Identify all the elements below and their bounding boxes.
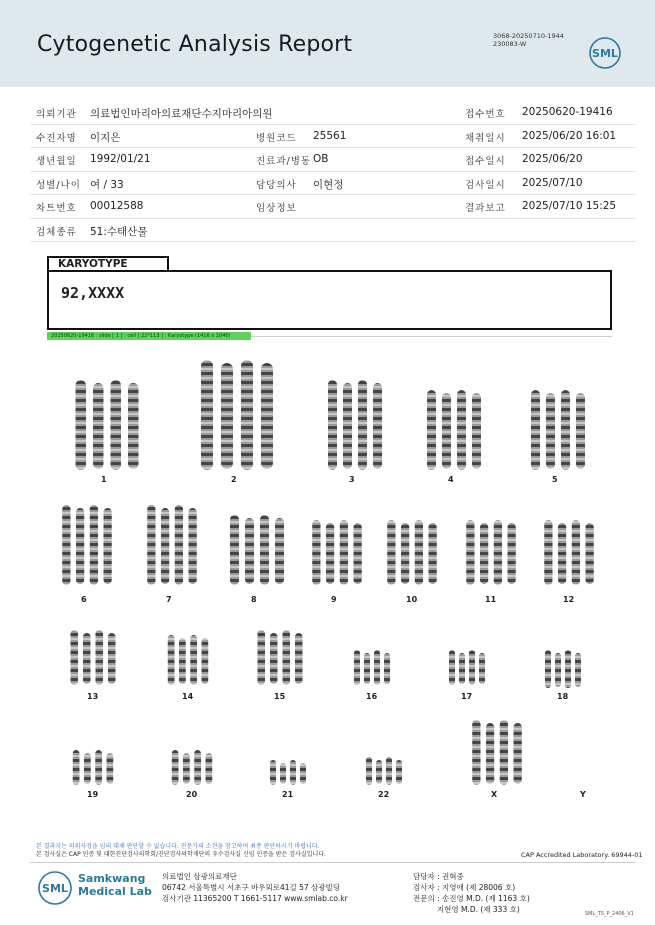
value-receipt-no: 20250620-19416 <box>522 106 613 118</box>
chromosome-11 <box>480 523 488 584</box>
chromosome-7 <box>189 508 197 584</box>
chromosome-6 <box>62 505 70 585</box>
chromosome-22 <box>366 757 372 785</box>
chromosome-3 <box>343 383 352 469</box>
karyotype-tab: KARYOTYPE <box>47 256 169 271</box>
chromosome-1 <box>76 380 87 470</box>
address-line2: 06742 서울특별시 서초구 바우뫼로41길 57 삼광빌딩 <box>162 883 341 892</box>
info-row <box>30 125 636 149</box>
cell-info-bar: 20250620-19416 : slide [ 1 ] : cell [ 22*113 ] : Karyotype (1416 x 1040) <box>47 332 251 340</box>
value-specimen: 51:수태산물 <box>90 225 148 238</box>
chromosome-1 <box>111 380 122 470</box>
value-patient-name: 이지은 <box>90 131 121 144</box>
karyotype-box <box>47 270 612 330</box>
chromosome-8 <box>245 518 254 584</box>
chromosome-9 <box>326 523 334 584</box>
address-line1: 의료법인 삼광의료재단 <box>162 872 237 881</box>
label-department: 진료과/병동 <box>256 156 312 167</box>
value-hospital-code: 25561 <box>313 129 347 142</box>
chromosome-9 <box>354 523 362 584</box>
chromosome-16 <box>354 650 360 685</box>
chromosome-11 <box>466 520 474 585</box>
footer-notes <box>36 843 326 859</box>
chromosome-7 <box>161 508 169 584</box>
info-row <box>30 148 636 172</box>
chromosome-12 <box>558 523 566 584</box>
patient-info-table <box>30 101 636 242</box>
chromosome-label-18: 18 <box>557 692 569 701</box>
form-code: SML_TS_P_2406_V1 <box>585 911 634 917</box>
value-physician: 이현정 <box>313 178 344 191</box>
chromosome-8 <box>275 518 284 584</box>
chromosome-5 <box>546 393 555 469</box>
chromosome-X <box>500 720 508 785</box>
karyogram <box>40 345 620 805</box>
label-sex-age: 성별/나이 <box>36 179 81 191</box>
staff-list <box>413 871 530 915</box>
chromosome-8 <box>260 515 269 585</box>
report-code <box>493 32 564 48</box>
chromosome-16 <box>364 653 370 684</box>
chromosome-4 <box>457 390 466 470</box>
chromosome-21 <box>280 763 286 784</box>
samkwang-logo-icon <box>36 869 74 907</box>
chromosome-21 <box>270 760 276 785</box>
report-code-line2: 230083-W <box>493 40 527 48</box>
chromosome-13 <box>96 630 104 685</box>
chromosome-4 <box>442 393 451 469</box>
chromosome-4 <box>472 393 481 469</box>
label-hospital-code: 병원코드 <box>256 132 297 144</box>
chromosome-10 <box>429 523 437 584</box>
report-header <box>0 0 655 87</box>
chromosome-10 <box>387 520 395 585</box>
value-report-date: 2025/07/10 15:25 <box>522 200 617 212</box>
label-collection-date: 채취일시 <box>465 132 506 144</box>
chromosome-label-3: 3 <box>349 475 355 484</box>
chromosome-6 <box>104 508 112 584</box>
note-line2: 본 검사실은 CAP 인증 및 대한진단검사의학회/진단검사의학재단의 우수검사실 신임 인증을 받은 검사실입니다. <box>36 851 326 858</box>
chromosome-14 <box>168 635 175 685</box>
chromosome-7 <box>175 505 183 585</box>
value-sex-age: 여 / 33 <box>90 178 124 191</box>
chromosome-22 <box>396 760 402 784</box>
chromosome-4 <box>427 390 436 470</box>
chromosome-16 <box>384 653 390 684</box>
chromosome-label-16: 16 <box>366 692 378 701</box>
chromosome-19 <box>73 750 80 785</box>
chromosome-label-11: 11 <box>485 595 497 604</box>
label-receipt-no: 접수번호 <box>465 109 506 120</box>
chromosome-9 <box>340 520 348 585</box>
label-requester: 의뢰기관 <box>36 109 77 120</box>
chromosome-17 <box>449 650 455 685</box>
chromosome-13 <box>83 633 91 684</box>
chromosome-8 <box>230 515 239 585</box>
karyogram-image <box>40 345 620 805</box>
value-collection-date: 2025/06/20 16:01 <box>522 129 617 142</box>
chromosome-3 <box>373 383 382 469</box>
chromosome-6 <box>90 505 98 585</box>
chromosome-label-20: 20 <box>186 790 198 799</box>
chromosome-label-4: 4 <box>448 475 454 484</box>
chromosome-6 <box>76 508 84 584</box>
chromosome-X <box>472 720 480 785</box>
chromosome-19 <box>84 753 91 784</box>
value-test-date: 2025/07/10 <box>522 176 583 189</box>
chromosome-11 <box>494 520 502 585</box>
report-code-line1: 3068-20250710-1944 <box>493 32 564 40</box>
label-birth-date: 생년월일 <box>36 156 77 167</box>
note-line1: 본 결과지는 의뢰자정을 임의 대체 판단할 수 없습니다. 전문가의 소견을 참고하여 최종 판단하시기 바랍니다. <box>36 843 320 850</box>
chromosome-19 <box>107 753 114 784</box>
chromosome-label-12: 12 <box>563 595 575 604</box>
chromosome-5 <box>576 393 585 469</box>
chromosome-5 <box>531 390 540 470</box>
logo-text: SML <box>592 47 618 60</box>
chromosome-14 <box>202 638 209 684</box>
value-chart-no: 00012588 <box>90 200 144 212</box>
chromosome-17 <box>469 650 475 685</box>
chromosome-18 <box>555 653 561 687</box>
chromosome-15 <box>295 633 303 684</box>
chromosome-15 <box>270 633 278 684</box>
chromosome-2 <box>201 360 213 470</box>
logo-line1: Samkwang <box>78 872 146 885</box>
chromosome-label-21: 21 <box>282 790 294 799</box>
chromosome-label-8: 8 <box>251 595 257 604</box>
label-specimen: 검체종류 <box>36 226 77 238</box>
chromosome-3 <box>358 380 367 470</box>
label-chart-no: 차트번호 <box>36 203 77 214</box>
staff-line4: 지현영 M.D. (제 333 호) <box>413 905 520 914</box>
chromosome-12 <box>544 520 552 585</box>
label-report-date: 결과보고 <box>465 203 506 214</box>
chromosome-1 <box>93 383 104 469</box>
value-receipt-date: 2025/06/20 <box>522 153 583 165</box>
info-row <box>30 219 636 243</box>
chromosome-label-7: 7 <box>166 595 172 604</box>
chromosome-X <box>486 723 494 784</box>
divider-line <box>251 336 612 337</box>
chromosome-label-19: 19 <box>87 790 99 799</box>
chromosome-X <box>514 723 522 784</box>
chromosome-12 <box>572 520 580 585</box>
chromosome-22 <box>376 760 382 784</box>
chromosome-19 <box>95 750 102 785</box>
chromosome-10 <box>401 523 409 584</box>
chromosome-21 <box>300 763 306 784</box>
chromosome-15 <box>258 630 266 685</box>
value-requester: 의료법인마리아의료재단수지마리아의원 <box>90 108 273 120</box>
label-test-date: 검사일시 <box>465 179 506 191</box>
label-clinical-info: 임상정보 <box>256 203 297 214</box>
chromosome-14 <box>179 638 186 684</box>
chromosome-12 <box>586 523 594 584</box>
samkwang-logo <box>36 869 166 909</box>
chromosome-label-6: 6 <box>81 595 87 604</box>
staff-line3: 전문의 : 송진영 M.D. (제 1163 호) <box>413 894 530 903</box>
chromosome-17 <box>479 653 485 684</box>
chromosome-label-9: 9 <box>331 595 337 604</box>
chromosome-22 <box>386 757 392 785</box>
chromosome-15 <box>283 630 291 685</box>
chromosome-label-22: 22 <box>378 790 390 799</box>
chromosome-10 <box>415 520 423 585</box>
value-birth-date: 1992/01/21 <box>90 153 151 165</box>
chromosome-label-2: 2 <box>231 475 237 484</box>
chromosome-14 <box>190 635 197 685</box>
chromosome-2 <box>261 363 273 469</box>
info-row <box>30 101 636 125</box>
lab-address <box>162 871 348 904</box>
chromosome-label-1: 1 <box>101 475 107 484</box>
samkwang-logo-text <box>78 872 152 898</box>
footer-divider <box>30 862 636 863</box>
chromosome-2 <box>241 360 253 470</box>
sml-logo-icon <box>588 36 622 70</box>
chromosome-20 <box>183 753 190 784</box>
chromosome-label-14: 14 <box>182 692 194 701</box>
report-title: Cytogenetic Analysis Report <box>37 32 353 57</box>
label-physician: 담당의사 <box>256 179 297 191</box>
karyotype-value: 92,XXXX <box>61 284 125 302</box>
chromosome-13 <box>71 630 79 685</box>
logo-line2: Medical Lab <box>78 885 152 898</box>
chromosome-2 <box>221 363 233 469</box>
chromosome-11 <box>508 523 516 584</box>
address-line3: 검사기관 11365200 T 1661-5117 www.smlab.co.kr <box>162 894 348 903</box>
chromosome-label-13: 13 <box>87 692 99 701</box>
chromosome-label-5: 5 <box>552 475 558 484</box>
chromosome-20 <box>172 750 179 785</box>
chromosome-13 <box>108 633 116 684</box>
chromosome-20 <box>194 750 201 785</box>
chromosome-17 <box>459 653 465 684</box>
chromosome-16 <box>374 650 380 685</box>
footer-logo-text: SML <box>42 882 68 895</box>
label-patient-name: 수진자명 <box>36 132 77 144</box>
chromosome-label-10: 10 <box>406 595 418 604</box>
chromosome-21 <box>290 760 296 785</box>
chromosome-18 <box>575 653 581 687</box>
chromosome-7 <box>147 505 155 585</box>
staff-line2: 검사자 : 지영애 (제 28006 호) <box>413 883 516 892</box>
chromosome-18 <box>545 650 551 688</box>
staff-line1: 담당자 : 권혁중 <box>413 872 464 881</box>
chromosome-18 <box>565 650 571 688</box>
chromosome-label-15: 15 <box>274 692 286 701</box>
chromosome-label-Y: Y <box>580 790 586 799</box>
chromosome-20 <box>206 753 213 784</box>
info-row <box>30 195 636 219</box>
chromosome-label-17: 17 <box>461 692 473 701</box>
chromosome-label-X: X <box>491 790 498 799</box>
chromosome-3 <box>328 380 337 470</box>
info-row <box>30 172 636 196</box>
cap-accreditation: CAP Accredited Laboratory. 69944-01 <box>521 851 643 859</box>
chromosome-5 <box>561 390 570 470</box>
chromosome-1 <box>128 383 139 469</box>
value-department: OB <box>313 153 329 165</box>
label-receipt-date: 접수일시 <box>465 156 506 167</box>
chromosome-9 <box>312 520 320 585</box>
